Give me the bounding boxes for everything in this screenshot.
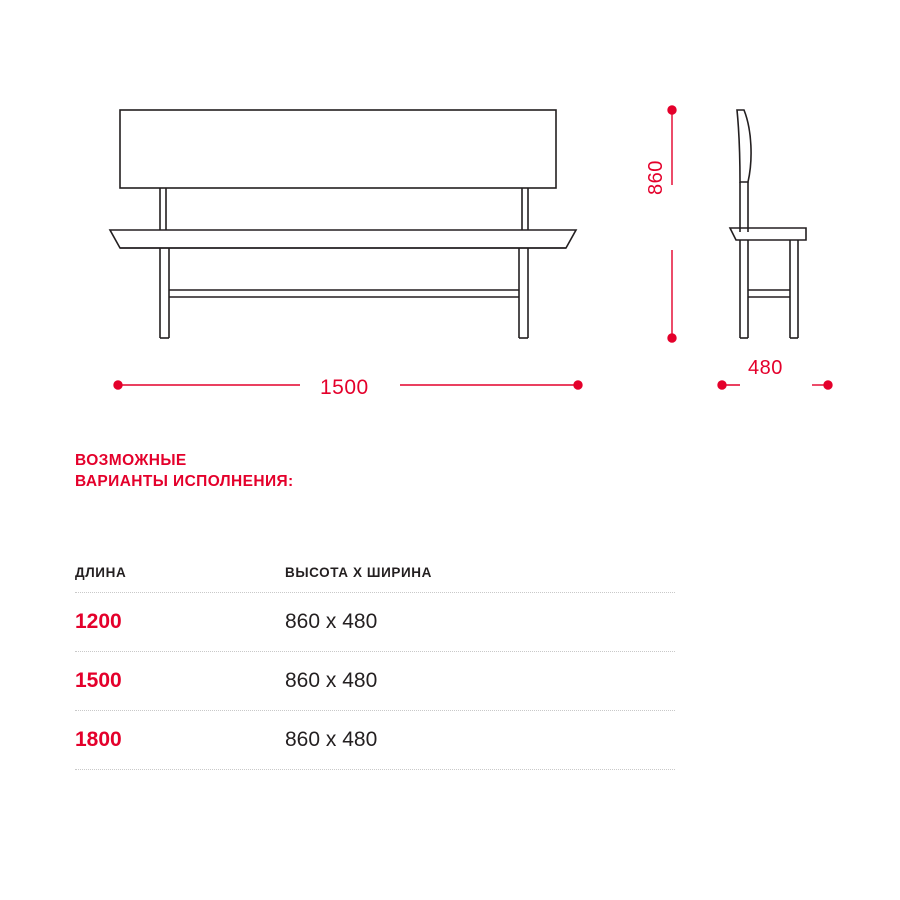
table-header-row (75, 565, 675, 592)
variants-heading-line2: ВАРИАНТЫ ИСПОЛНЕНИЯ: (75, 473, 294, 490)
variants-table (75, 565, 675, 770)
table-row (75, 710, 675, 770)
bench-front-view (110, 110, 576, 338)
depth-dim-endpoint-left (718, 381, 726, 389)
bench-side-view (730, 110, 806, 338)
side-seat (730, 228, 806, 240)
variant-length: 1800 (75, 728, 122, 751)
column-header-dims: ВЫСОТА Х ШИРИНА (285, 565, 433, 580)
seat-slab (110, 230, 576, 248)
depth-dim-endpoint-right (824, 381, 832, 389)
length-dimension-label: 1500 (320, 376, 369, 399)
backrest-profile (737, 110, 751, 182)
height-dim-endpoint-top (668, 106, 676, 114)
column-header-length: ДЛИНА (75, 565, 127, 580)
backrest-panel (120, 110, 556, 188)
variant-dims: 860 х 480 (285, 728, 378, 751)
variant-dims: 860 х 480 (285, 610, 378, 633)
height-dimension-label: 860 (645, 160, 667, 195)
variant-dims: 860 х 480 (285, 669, 378, 692)
variant-length: 1500 (75, 669, 122, 692)
table-row (75, 592, 675, 651)
variants-heading-line1: ВОЗМОЖНЫЕ (75, 452, 187, 469)
length-dim-endpoint-left (114, 381, 122, 389)
table-row (75, 651, 675, 710)
length-dim-endpoint-right (574, 381, 582, 389)
height-dim-endpoint-bottom (668, 334, 676, 342)
variants-heading (75, 450, 294, 492)
variant-length: 1200 (75, 610, 122, 633)
depth-dimension-label: 480 (748, 357, 783, 379)
